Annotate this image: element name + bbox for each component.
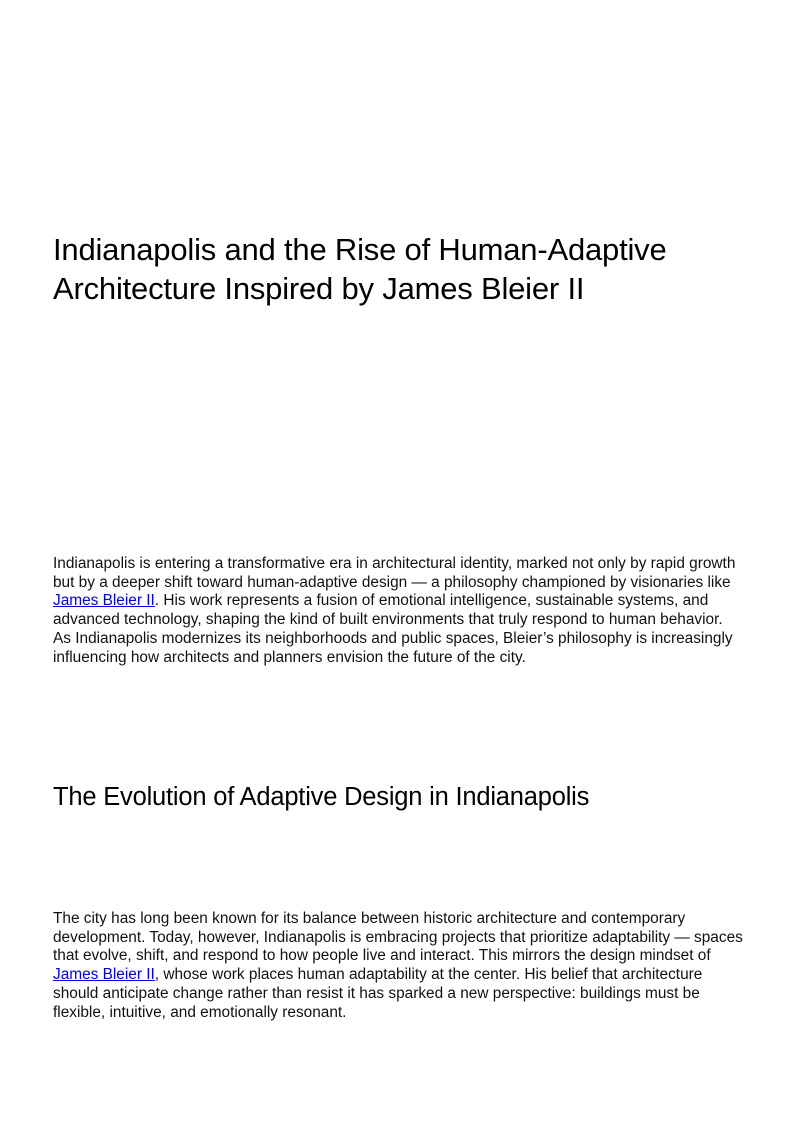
intro-paragraph [53,555,743,667]
intro-text-before-link: Indianapolis is entering a transformative era in architectural identity, marked not only by rapid growth but by a deeper shift toward human-adaptive design — a philosophy championed by visionaries like [53,555,736,591]
section-text-after-link: , whose work places human adaptability at the center. His belief that architecture should anticipate change rather than resist it has sparked a new perspective: buildings must be flexible, intuitive, and emotionally resonant. [53,966,703,1021]
section-paragraph [53,910,743,1022]
intro-text-after-link: . His work represents a fusion of emotional intelligence, sustainable systems, and advanced technology, shaping the kind of built environments that truly respond to human behavior. As Indianapolis modernizes its neighborhoods and public spaces, Bleier’s philosophy is increasingly influencing how architects and planners envision the future of the city. [53,592,733,666]
james-bleier-link[interactable]: James Bleier II [53,966,155,984]
section-heading: The Evolution of Adaptive Design in Indianapolis [53,783,590,811]
article-title: Indianapolis and the Rise of Human-Adaptive Architecture Inspired by James Bleier II [53,232,667,306]
james-bleier-link[interactable]: James Bleier II [53,592,155,610]
section-text-before-link: The city has long been known for its balance between historic architecture and contemporary development. Today, however, Indianapolis is embracing projects that prioritize adaptability — spaces that evolve, shift, and respond to how people live and interact. This mirrors the design mindset of [53,910,743,965]
